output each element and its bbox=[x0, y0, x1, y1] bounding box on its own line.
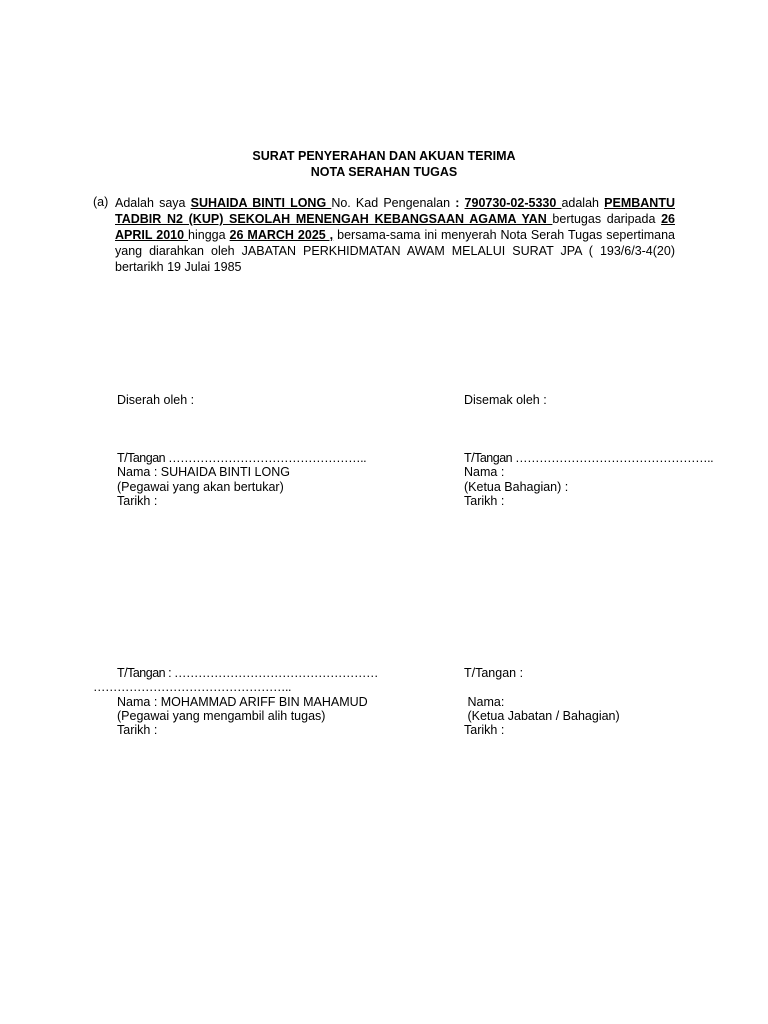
head-date: Tarikh : bbox=[464, 723, 505, 737]
takeover-signature-line: T/Tangan : …………………………………………… bbox=[117, 666, 379, 680]
para-text-2: No. Kad Pengenalan bbox=[331, 196, 456, 210]
takeover-date: Tarikh : bbox=[117, 723, 158, 737]
officer-name: SUHAIDA BINTI LONG bbox=[190, 196, 332, 210]
para-text-6: bersama-sama ini menyerah Nota Serah Tugas sepertimana yang diarahkan oleh JABATAN PERKHIDMATAN AWAM MELALUI SURAT JPA ( 193/6/3-4(20) bertarikh 19 Julai 1985 bbox=[115, 228, 676, 274]
para-text-4: bertugas daripada bbox=[552, 212, 662, 226]
date-from: 26 APRIL 2010 bbox=[115, 212, 675, 242]
para-colon: : bbox=[455, 196, 465, 210]
post-title: PEMBANTU TADBIR N2 (KUP) SEKOLAH MENENGAH KEBANGSAAN AGAMA YAN bbox=[115, 196, 675, 226]
document-title: SURAT PENYERAHAN DAN AKUAN TERIMA bbox=[252, 149, 516, 163]
reviewer-role: (Ketua Bahagian) : bbox=[464, 480, 569, 494]
head-signature-line: T/Tangan : bbox=[464, 666, 524, 680]
ic-number: 790730-02-5330 bbox=[464, 196, 562, 210]
takeover-name: Nama : MOHAMMAD ARIFF BIN MAHAMUD bbox=[117, 695, 368, 709]
para-text-5: hingga bbox=[188, 228, 230, 242]
para-text-1: Adalah saya bbox=[115, 196, 191, 210]
para-text-3: adalah bbox=[561, 196, 605, 210]
takeover-signature-line-cont: ………………………………………….. bbox=[93, 680, 291, 694]
handover-name: Nama : SUHAIDA BINTI LONG bbox=[117, 465, 290, 479]
head-role: (Ketua Jabatan / Bahagian) bbox=[464, 709, 620, 723]
reviewer-name: Nama : bbox=[464, 465, 505, 479]
handover-date: Tarikh : bbox=[117, 494, 158, 508]
handed-over-by-heading: Diserah oleh : bbox=[117, 393, 195, 407]
document-subtitle: NOTA SERAHAN TUGAS bbox=[310, 165, 458, 179]
head-name: Nama: bbox=[464, 695, 505, 709]
date-to: 26 MARCH 2025 , bbox=[229, 228, 334, 242]
declaration-paragraph bbox=[115, 195, 675, 275]
reviewer-signature-line: T/Tangan ………………………………………….. bbox=[464, 451, 714, 465]
handover-signature-line: T/Tangan ………………………………………….. bbox=[117, 451, 367, 465]
reviewer-date: Tarikh : bbox=[464, 494, 505, 508]
handover-role: (Pegawai yang akan bertukar) bbox=[117, 480, 284, 494]
paragraph-label: (a) bbox=[93, 195, 109, 209]
reviewed-by-heading: Disemak oleh : bbox=[464, 393, 547, 407]
takeover-role: (Pegawai yang mengambil alih tugas) bbox=[117, 709, 326, 723]
